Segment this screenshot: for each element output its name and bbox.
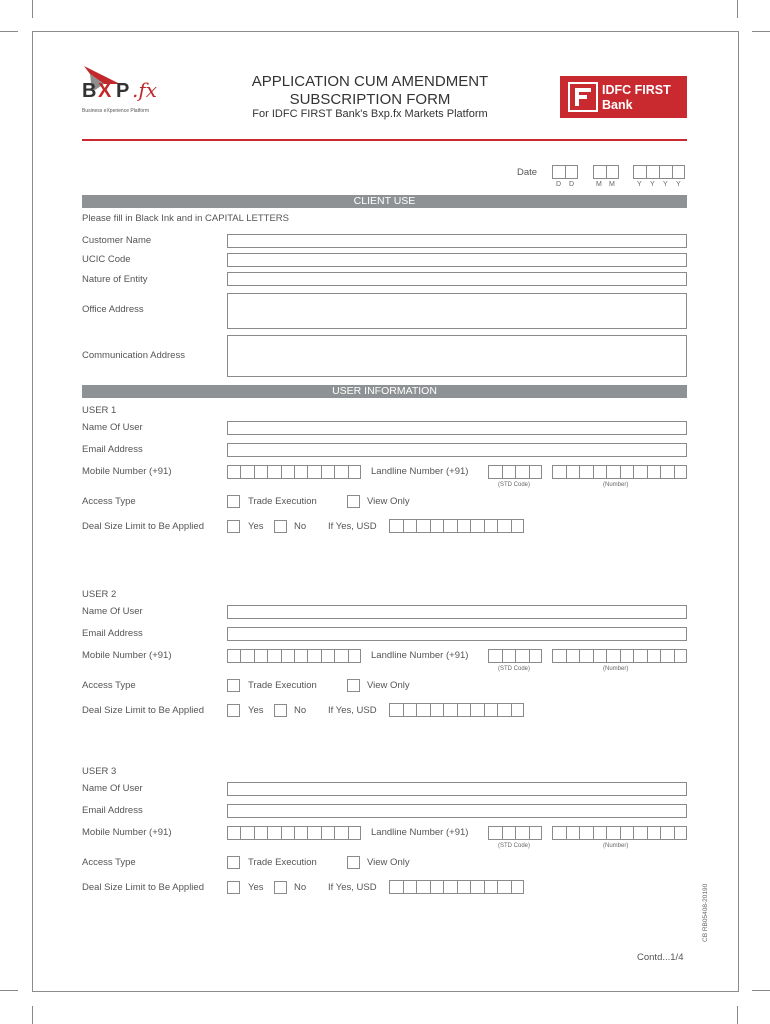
- name-of-user-field[interactable]: [227, 605, 687, 619]
- if-yes-usd-label: If Yes, USD: [328, 521, 377, 532]
- no-label: No: [294, 705, 307, 716]
- deal-size-yes-checkbox[interactable]: [227, 881, 240, 894]
- deal-size-no-checkbox[interactable]: [274, 704, 287, 717]
- deal-size-label: Deal Size Limit to Be Applied: [82, 882, 204, 893]
- bxpfx-logo: [80, 64, 180, 120]
- office-address-field[interactable]: [227, 293, 687, 329]
- view-only-checkbox[interactable]: [347, 856, 360, 869]
- email-address-field[interactable]: [227, 443, 687, 457]
- date-m-hint: M: [596, 181, 602, 188]
- office-address-label: Office Address: [82, 304, 144, 315]
- landline-std-code-cells[interactable]: [488, 649, 542, 663]
- title-line-2: SUBSCRIPTION FORM: [289, 91, 451, 108]
- no-label: No: [294, 521, 307, 532]
- crop-mark: [32, 1006, 33, 1024]
- view-only-label: View Only: [367, 857, 410, 868]
- crop-mark: [737, 0, 738, 18]
- idfc-line-2: Bank: [602, 98, 633, 112]
- view-only-checkbox[interactable]: [347, 495, 360, 508]
- trade-execution-label: Trade Execution: [248, 857, 317, 868]
- deal-size-usd-cells[interactable]: [389, 519, 524, 533]
- no-label: No: [294, 882, 307, 893]
- communication-address-field[interactable]: [227, 335, 687, 377]
- view-only-label: View Only: [367, 496, 410, 507]
- deal-size-yes-checkbox[interactable]: [227, 520, 240, 533]
- landline-number-label: Landline Number (+91): [371, 827, 469, 838]
- if-yes-usd-label: If Yes, USD: [328, 705, 377, 716]
- email-address-label: Email Address: [82, 628, 143, 639]
- instruction-text: Please fill in Black Ink and in CAPITAL LETTERS: [82, 213, 289, 224]
- date-y-hint: Y: [676, 181, 681, 188]
- if-yes-usd-label: If Yes, USD: [328, 882, 377, 893]
- logo-fx: .fx: [132, 78, 158, 102]
- mobile-number-label: Mobile Number (+91): [82, 650, 172, 661]
- landline-std-code-cells[interactable]: [488, 826, 542, 840]
- page-subtitle: For IDFC FIRST Bank's Bxp.fx Markets Platform: [252, 108, 488, 120]
- idfc-f-icon: [568, 82, 598, 112]
- ucic-code-field[interactable]: [227, 253, 687, 267]
- std-code-hint: (STD Code): [498, 666, 531, 672]
- name-of-user-label: Name Of User: [82, 783, 143, 794]
- email-address-field[interactable]: [227, 627, 687, 641]
- deal-size-no-checkbox[interactable]: [274, 520, 287, 533]
- email-address-field[interactable]: [227, 804, 687, 818]
- nature-of-entity-label: Nature of Entity: [82, 274, 148, 285]
- date-month-cells[interactable]: [593, 165, 619, 179]
- access-type-label: Access Type: [82, 857, 136, 868]
- trade-execution-checkbox[interactable]: [227, 495, 240, 508]
- yes-label: Yes: [248, 521, 264, 532]
- deal-size-label: Deal Size Limit to Be Applied: [82, 521, 204, 532]
- date-y-hint: Y: [650, 181, 655, 188]
- trade-execution-label: Trade Execution: [248, 680, 317, 691]
- number-hint: (Number): [603, 482, 629, 488]
- email-address-label: Email Address: [82, 805, 143, 816]
- page-title: [210, 73, 530, 109]
- date-d-hint: D: [569, 181, 575, 188]
- name-of-user-field[interactable]: [227, 782, 687, 796]
- date-m-hint: M: [609, 181, 615, 188]
- name-of-user-label: Name Of User: [82, 422, 143, 433]
- mobile-number-cells[interactable]: [227, 465, 361, 479]
- logo-letter-b: B: [82, 80, 97, 102]
- landline-number-label: Landline Number (+91): [371, 650, 469, 661]
- view-only-checkbox[interactable]: [347, 679, 360, 692]
- form-code: CB RB05408-20190: [702, 883, 709, 942]
- number-hint: (Number): [603, 666, 629, 672]
- section-client-use: CLIENT USE: [82, 195, 687, 208]
- logo-letter-x: X: [98, 80, 112, 102]
- nature-of-entity-field[interactable]: [227, 272, 687, 286]
- logo-letter-p: P: [116, 80, 130, 102]
- section-user-information: USER INFORMATION: [82, 385, 687, 398]
- mobile-number-cells[interactable]: [227, 826, 361, 840]
- landline-number-cells[interactable]: [552, 649, 687, 663]
- access-type-label: Access Type: [82, 680, 136, 691]
- date-d-hint: D: [556, 181, 562, 188]
- email-address-label: Email Address: [82, 444, 143, 455]
- crop-mark: [0, 990, 18, 991]
- yes-label: Yes: [248, 882, 264, 893]
- user-title: USER 3: [82, 766, 117, 777]
- customer-name-label: Customer Name: [82, 235, 152, 246]
- mobile-number-label: Mobile Number (+91): [82, 827, 172, 838]
- crop-mark: [737, 1006, 738, 1024]
- std-code-hint: (STD Code): [498, 482, 531, 488]
- header-rule: [82, 139, 687, 141]
- mobile-number-label: Mobile Number (+91): [82, 466, 172, 477]
- deal-size-yes-checkbox[interactable]: [227, 704, 240, 717]
- access-type-label: Access Type: [82, 496, 136, 507]
- user-title: USER 1: [82, 405, 117, 416]
- crop-mark: [752, 31, 770, 32]
- date-year-cells[interactable]: [633, 165, 685, 179]
- name-of-user-field[interactable]: [227, 421, 687, 435]
- communication-address-label: Communication Address: [82, 350, 185, 361]
- name-of-user-label: Name Of User: [82, 606, 143, 617]
- date-day-cells[interactable]: [552, 165, 578, 179]
- crop-mark: [0, 31, 18, 32]
- landline-std-code-cells[interactable]: [488, 465, 542, 479]
- title-line-1: APPLICATION CUM AMENDMENT: [251, 73, 489, 90]
- user-title: USER 2: [82, 589, 117, 600]
- customer-name-field[interactable]: [227, 234, 687, 248]
- date-label: Date: [517, 167, 538, 178]
- deal-size-no-checkbox[interactable]: [274, 881, 287, 894]
- crop-mark: [752, 990, 770, 991]
- landline-number-cells[interactable]: [552, 826, 687, 840]
- deal-size-label: Deal Size Limit to Be Applied: [82, 705, 204, 716]
- mobile-number-cells[interactable]: [227, 649, 361, 663]
- logo-tagline: Business eXperience Platform: [82, 108, 149, 114]
- idfc-first-bank-logo: [560, 76, 687, 118]
- crop-mark: [32, 0, 33, 18]
- continued-page-indicator: Contd...1/4: [637, 952, 684, 963]
- std-code-hint: (STD Code): [498, 843, 531, 849]
- landline-number-label: Landline Number (+91): [371, 466, 469, 477]
- deal-size-usd-cells[interactable]: [389, 703, 524, 717]
- ucic-code-label: UCIC Code: [82, 254, 131, 265]
- trade-execution-checkbox[interactable]: [227, 679, 240, 692]
- yes-label: Yes: [248, 705, 264, 716]
- idfc-line-1: IDFC FIRST: [602, 83, 671, 97]
- deal-size-usd-cells[interactable]: [389, 880, 524, 894]
- number-hint: (Number): [603, 843, 629, 849]
- trade-execution-checkbox[interactable]: [227, 856, 240, 869]
- landline-number-cells[interactable]: [552, 465, 687, 479]
- view-only-label: View Only: [367, 680, 410, 691]
- trade-execution-label: Trade Execution: [248, 496, 317, 507]
- date-y-hint: Y: [637, 181, 642, 188]
- date-y-hint: Y: [663, 181, 668, 188]
